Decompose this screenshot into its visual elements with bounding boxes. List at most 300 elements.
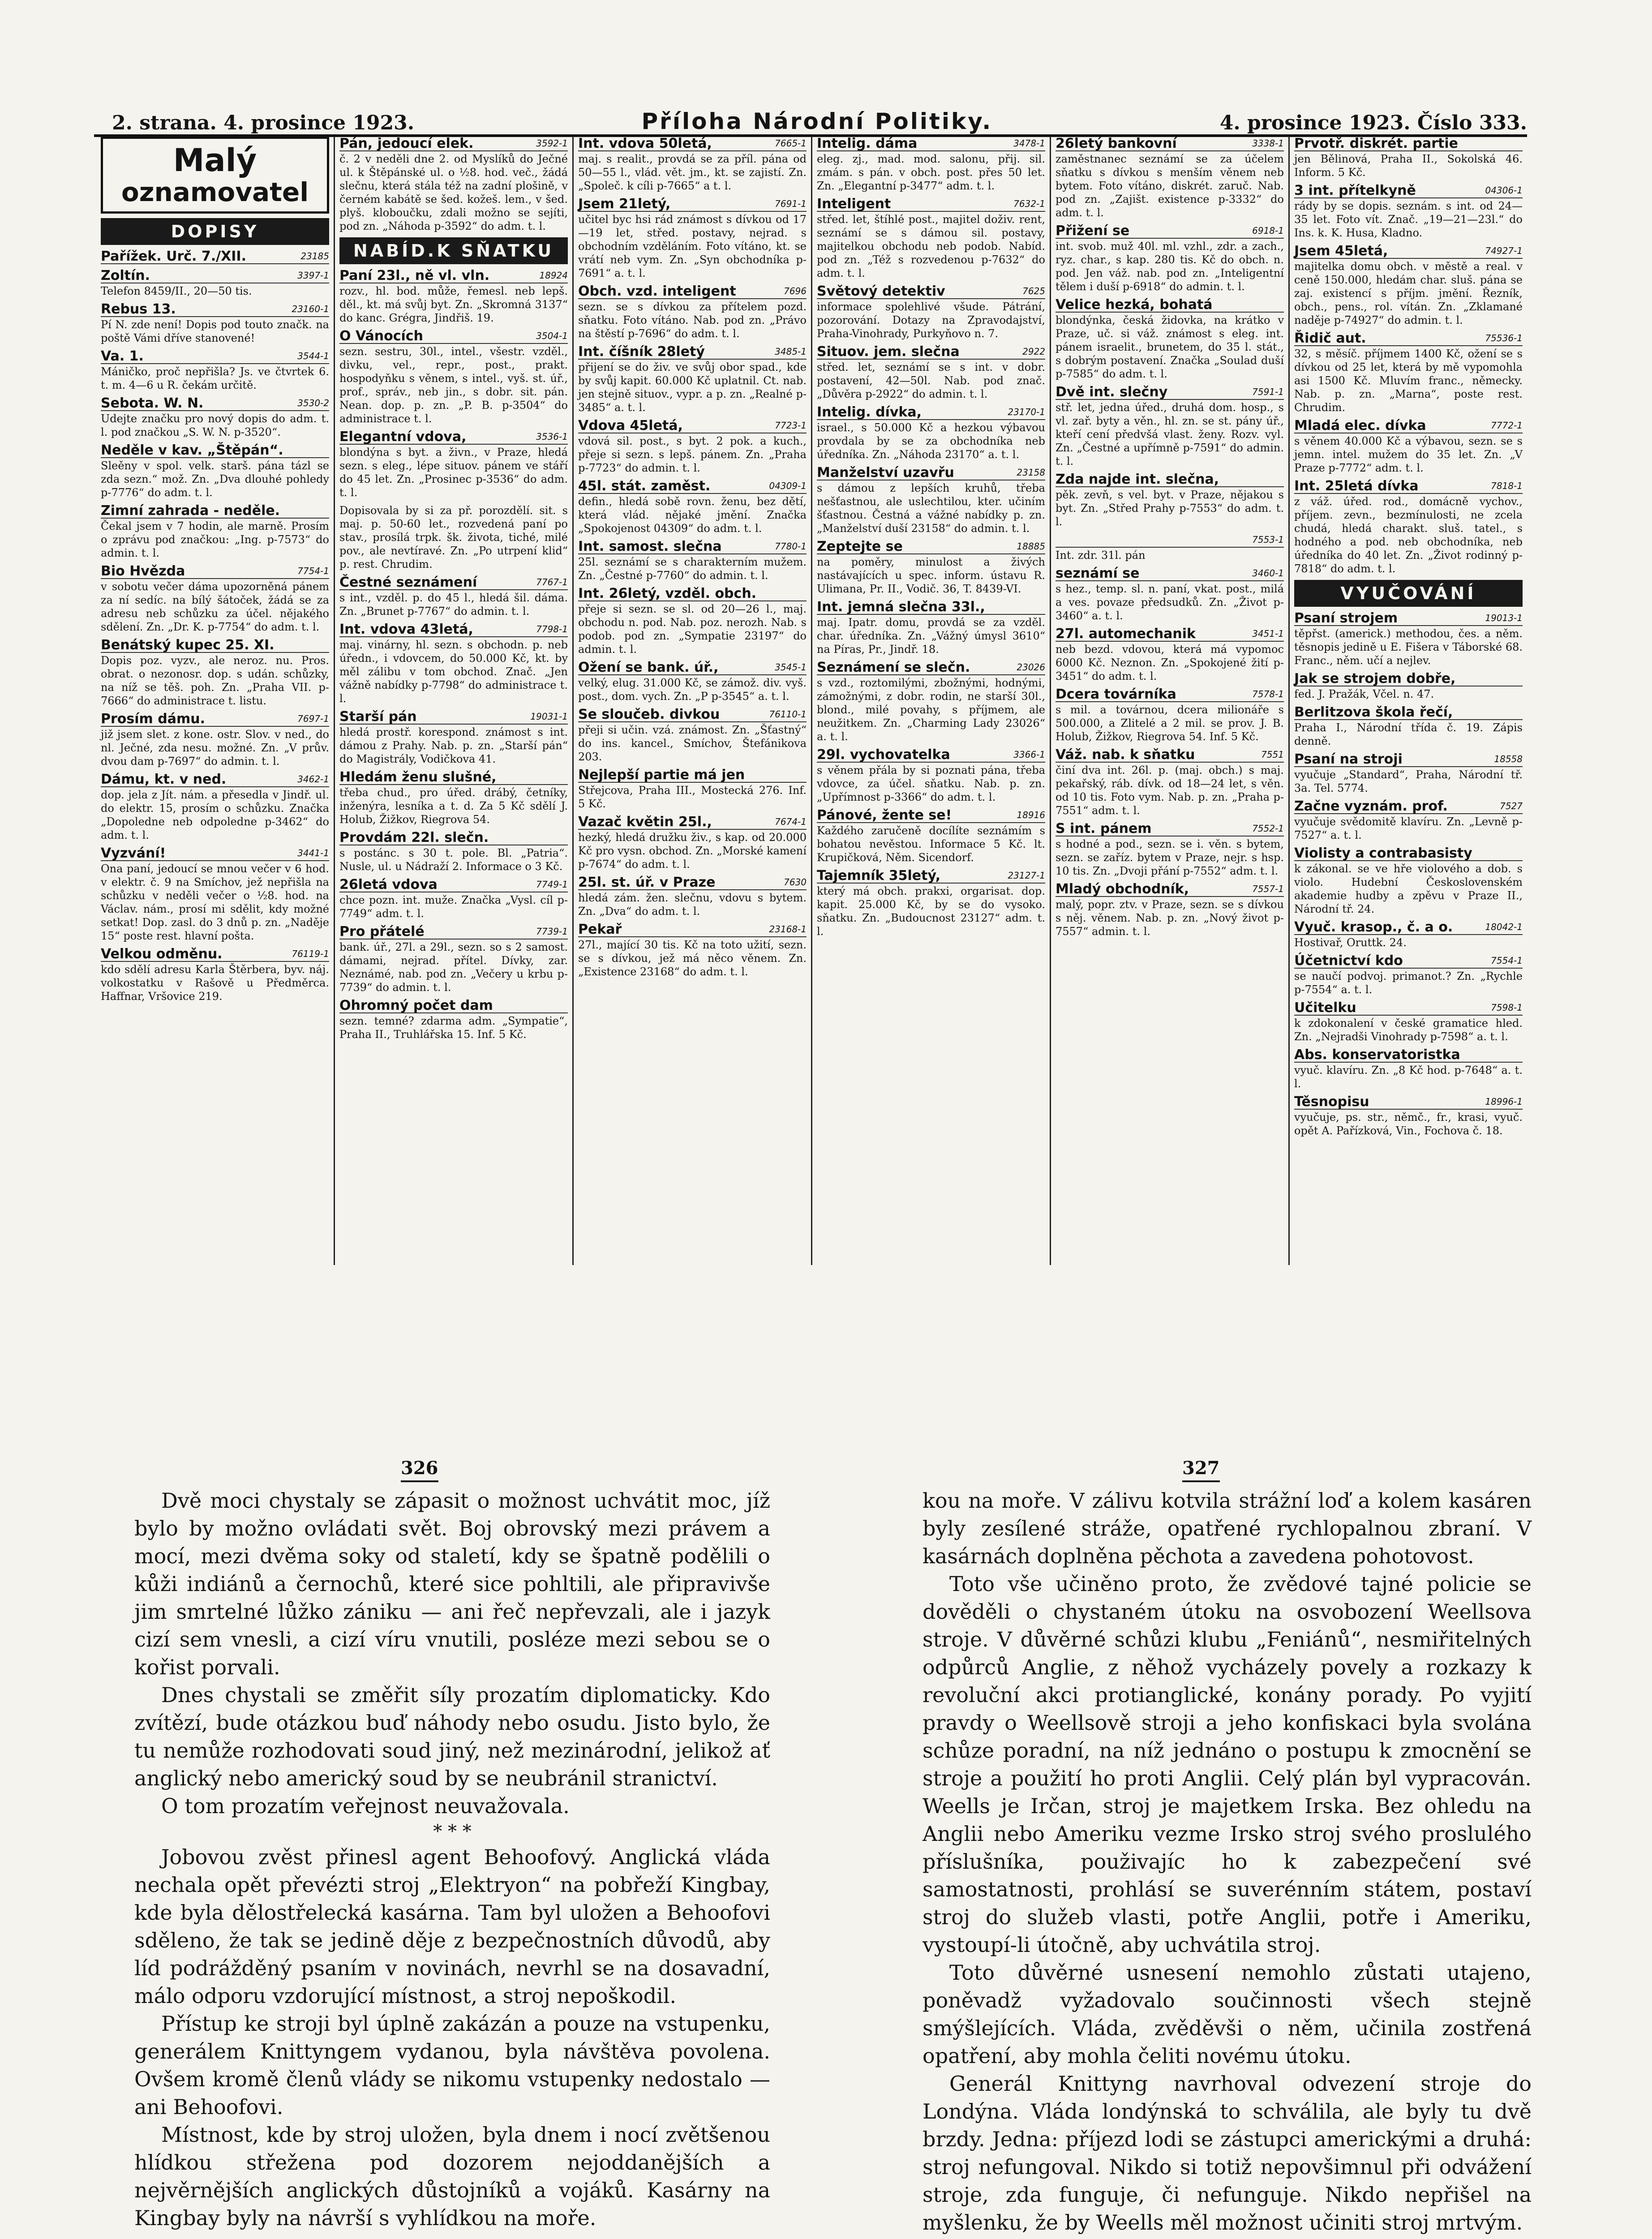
ad-body: informace spolehlivé všude. Pátrání, pozorování. Dotazy na Zpravodajství, Praha-Vinohrady, Purkyňovo n. 7.	[817, 300, 1045, 340]
ad-code: 3451-1	[1252, 628, 1284, 639]
ad-body: malý, popr. ztv. v Praze, sezn. se s dívkou s něj. věnem. Nab. p. zn. „Nový život p-7557“ admin. t. l.	[1056, 898, 1284, 938]
story-paragraph: Generál Knittyng navrhoval odvezení stroje do Londýna. Vláda londýnská to schválila, ale byly tu dvě brzdy. Jedna: příjezd lodi se zástupci americkými a druhá: stroj nefungoval. Nikdo si totiž nepovšimnul při odvážení stroje, zda funguje, či nefunguje. Nikdo nepřišel na myšlenku, že by Weells měl možnost učiniti stroj mrtvým.	[923, 2072, 1532, 2235]
ad-title: Zda najde int. slečna,	[1056, 472, 1219, 487]
ad-headline	[817, 540, 1045, 554]
classified-ad	[101, 396, 329, 439]
classified-column-5	[1051, 137, 1290, 1265]
ad-headline	[101, 846, 329, 861]
ad-body: k zákonal. se ve hře violového a dob. s violo. Hudební Československém akademie hudby a zpěvu v Praze II., Národní tř. 24.	[1294, 862, 1523, 915]
ad-headline	[101, 504, 329, 519]
ad-body: maj. vinárny, hl. sezn. s obchodn. p. neb úředn., i vdovcem, do 50.000 Kč, kt. by měl zálibu v tom obchod. Znač. „Jen vážně nabídky p-7798“ do administrace t. l.	[339, 639, 568, 705]
ad-body: rády by se dopis. seznám. s int. od 24—35 let. Foto vít. Znač. „19—21—23l.“ do Ins. k. K. Husa, Kladno.	[1294, 200, 1523, 239]
classified-ad	[817, 600, 1045, 656]
ad-code: 75536-1	[1485, 333, 1523, 343]
ad-title: Účetnictví kdo	[1294, 953, 1403, 969]
ad-code: 3485-1	[775, 346, 807, 357]
ad-body: Hostivař, Oruttk. 24.	[1294, 936, 1407, 949]
ad-title: Provdám 22l. slečn.	[339, 830, 489, 845]
ad-title: Pánové, žente se!	[817, 807, 952, 823]
ad-title: Velkou odměnu.	[101, 946, 223, 962]
ad-title: Začne vyznám. prof.	[1294, 798, 1448, 814]
ad-code: 7630	[784, 877, 807, 888]
classified-ad	[101, 947, 329, 1003]
ad-body: č. 2 v neděli dne 2. od Myslíků do Ječné ul. k Štěpánské ul. o ½8. hod. več., žádá slečnu, která stála též na zadní plošině, v černém kabátě se šed. kožeš. lem., v šed. plyš. kloboučku, zdali možno se sejíti, pod zn. „Náhoda p-3592“ do adm. t. l.	[339, 153, 568, 232]
classified-ad	[817, 405, 1045, 461]
ad-code: 7723-1	[775, 420, 807, 431]
ad-headline	[578, 197, 807, 212]
classified-ad	[1294, 244, 1523, 327]
ad-body: s hodné a pod., sezn. se i. věn. s bytem, sezn. se zaříz. bytem v Praze, nejr. s hsp. 10 tis. Zn. „Dvoji přání p-7552“ adm. t. l.	[1056, 838, 1284, 877]
classified-ad	[817, 466, 1045, 535]
ad-code: 23026	[1017, 662, 1045, 673]
ad-headline	[101, 638, 329, 653]
ad-title: 45l. stát. zaměst.	[578, 478, 711, 494]
header-center: Příloha Národní Politiky.	[641, 108, 993, 134]
classified-ad	[817, 748, 1045, 804]
ad-title: Ožení se bank. úř.,	[578, 660, 719, 675]
classified-column-4	[812, 137, 1051, 1265]
ad-code: 3544-1	[297, 351, 329, 361]
ad-body: Ona paní, jedoucí se mnou večer v 6 hod. v elektr. č. 9 na Smíchov, jež nepřišla na schůzku v neděli večer o ½8. hod. na Václav. nám., prosí mi sdělit, kdy možné setkat! Dop. zasl. do 3 dnů p. zn. „Naděje 15“ poste rest. hlavní pošta.	[101, 862, 329, 942]
ad-headline	[1056, 748, 1284, 763]
page-number-left: 326	[401, 1458, 438, 1479]
ad-body: již jsem slet. z kone. ostr. Slov. v ned., do nl. Ječné, zda nesu. možné. Zn. „V prův. dvou dam p-7697“ do admin. t. l.	[101, 728, 329, 768]
classified-ad	[578, 419, 807, 475]
classified-ad	[339, 622, 568, 705]
ad-title: Elegantní vdova,	[339, 429, 467, 445]
ad-title: Ohromný počet dam	[339, 998, 493, 1013]
ad-headline	[1294, 672, 1523, 686]
ad-headline	[578, 875, 807, 890]
ad-body: s věnem 40.000 Kč a výbavou, sezn. se s jemn. intel. mužem do 35 let. Zn. „V Praze p-7772“ adm. t. l.	[1294, 435, 1523, 474]
ad-title: Těsnopisu	[1294, 1094, 1369, 1110]
ad-body: neb bezd. vdovou, která má vypomoc 6000 Kč. Neznon. Zn. „Spokojené žití p-3451“ do adm. t. l.	[1056, 643, 1284, 682]
ad-title: seznámí se	[1056, 566, 1140, 581]
ad-headline	[101, 349, 329, 364]
ad-body: těpřst. (americk.) methodou, čes. a něm. těsnopis jedině u E. Fišera v Táborské 68. Franc., něm. učí a nejlev.	[1294, 627, 1523, 667]
ad-title: 27l. automechanik	[1056, 626, 1196, 642]
ad-body: s vzd., roztomilými, zbožnými, hodnými, zámožnými, z dobr. rodin, ne starší 30l., blond., milé povahy, s příjmem, ale neužitkem. Zn. „Charming Lady 23026“ a. t. l.	[817, 677, 1045, 743]
classified-ad	[1294, 846, 1523, 916]
ad-title: Velice hezká, bohatá	[1056, 297, 1213, 313]
ad-code: 74927-1	[1485, 245, 1523, 256]
ad-headline	[1294, 184, 1523, 198]
ad-headline	[339, 430, 568, 445]
classified-ad	[339, 504, 568, 571]
ad-code: 3592-1	[536, 138, 568, 149]
ad-title: Situov. jem. slečna	[817, 344, 960, 360]
section-banner-snatku: NABÍD.K SŇATKU	[339, 237, 568, 264]
ad-body: Střejcova, Praha III., Mostecká 276. Inf. 5 Kč.	[578, 784, 807, 810]
ad-title: Sebota. W. N.	[101, 395, 204, 411]
classified-ad	[817, 345, 1045, 401]
ad-code: 7557-1	[1252, 884, 1284, 894]
ad-body: 25l. seznámí se s charakterním mužem. Zn. „Čestné p-7760“ do admin. t. l.	[578, 556, 807, 582]
ad-headline	[578, 345, 807, 360]
masthead-line1: Malý	[173, 142, 257, 179]
ad-code: 3338-1	[1252, 138, 1284, 149]
ad-code: 7697-1	[297, 713, 329, 724]
ad-headline	[101, 947, 329, 962]
ad-title: Mladá elec. dívka	[1294, 418, 1426, 433]
classified-ad	[1056, 472, 1284, 528]
classified-ad	[1294, 1001, 1523, 1043]
ad-body: maj. Ipatr. domu, provdá se za vzděl. char. úředníka. Zn. „Vážný úmysl 3610“ na Píras, Pr., Jindř. 18.	[817, 616, 1045, 656]
section-banner-vyucovani: VYUČOVÁNÍ	[1294, 580, 1523, 607]
ad-code: 04306-1	[1485, 185, 1523, 196]
ad-title: Intelig. dívka,	[817, 404, 922, 420]
ad-title: Pán, jedoucí elek.	[339, 137, 474, 151]
ad-headline	[1294, 611, 1523, 626]
ad-title: Jsem 45letá,	[1294, 243, 1388, 259]
masthead-line2: oznamovatel	[121, 177, 309, 207]
classified-ad	[578, 815, 807, 871]
ad-code: 7696	[784, 286, 807, 296]
story-paragraph: Dvě moci chystaly se zápasit o možnost uchvátit moc, jíž bylo by možno ovládati svět. Boj obrovský mezi právem a mocí, mezi dvěma soky od staletí, kdy se špatně podělili o kůži indiánů a černochů, které sice pohltili, ale připravivše jim smrtelné lůžko zániku — ani řeč nepřevzali, ale i jazyk cizí sem vnesli, a cizí víru vnutili, posléze mezi sebou se o kořist porvali.	[134, 1488, 770, 1679]
ad-body: přeji si učin. vzá. známost. Zn. „Šťastný“ do ins. kancel., Smíchov, Štefánikova 203.	[578, 724, 807, 763]
ad-headline	[817, 600, 1045, 615]
classified-ad	[339, 269, 568, 325]
ad-list	[578, 137, 807, 978]
ad-title: 3 int. přítelkyně	[1294, 183, 1416, 198]
ad-title: Jsem 21letý,	[578, 196, 671, 212]
ad-title: Pro přátelé	[339, 924, 425, 939]
ad-headline	[339, 137, 568, 151]
classified-column-2	[335, 137, 574, 1265]
ad-title: Rebus 13.	[101, 301, 176, 317]
ad-body: Sleěny v spol. velk. starš. pána tázl se zda sezn.“ mož. Zn. „Dva dlouhé pohledy p-7776“ do adm. t. l.	[101, 459, 329, 499]
ad-body: vyuč. klavíru. Zn. „8 Kč hod. p-7648“ a. t. l.	[1294, 1064, 1523, 1090]
ad-code: 04309-1	[769, 480, 807, 491]
ad-title: Int. vdova 43letá,	[339, 622, 473, 637]
ad-headline	[101, 302, 329, 317]
ad-body: hledá prostř. korespond. známost s int. dámou z Prahy. Nab. p. zn. „Starší pán“ do Magistrály, Vodičkova 41.	[339, 726, 568, 765]
story-paragraph: O tom prozatím veřejnost neuvažovala.	[161, 1794, 570, 1818]
ad-headline	[339, 831, 568, 845]
classified-ad	[101, 443, 329, 499]
classified-ad	[817, 661, 1045, 743]
ad-body: zaměstnanec seznámí se za účelem sňatku s dívkou s menším věnem neb bytem. Foto vítáno, diskrét. zaruč. Nab. pod zn. „Zajišt. existence p-3332“ do adm. t. l.	[1056, 153, 1284, 219]
classified-ad	[101, 846, 329, 943]
ad-headline	[101, 249, 329, 264]
classified-ad	[1056, 224, 1284, 293]
classified-ad	[1294, 920, 1523, 949]
ad-title: Mladý obchodník,	[1056, 881, 1189, 897]
ad-headline	[1294, 705, 1523, 720]
ad-headline	[1294, 1048, 1523, 1063]
ad-title: Jak se strojem dobře,	[1294, 671, 1456, 686]
ad-code: 23158	[1017, 467, 1045, 478]
classified-ad	[578, 479, 807, 535]
ad-title: Obch. vzd. inteligent	[578, 283, 736, 299]
ad-headline	[578, 137, 807, 151]
ad-body: maj. s realit., provdá se za příl. pána od 50—55 l., vlád. vět. jm., kt. se zajistí. Zn. „Společ. k cíli p-7665“ a t. l.	[578, 153, 807, 192]
masthead-logo	[101, 137, 329, 214]
ad-body: blondýna s byt. a živn., v Praze, hledá sezn. s eleg., lépe situov. pánem ve stáří do 45 let. Zn. „Prosinec p-3536“ do adm. t. l.	[339, 446, 568, 499]
ad-title: Benátský kupec 25. XI.	[101, 637, 275, 653]
ad-headline	[817, 748, 1045, 763]
classified-ad	[101, 302, 329, 345]
ad-code: 3545-1	[775, 662, 807, 673]
story-paragraph: Jobovou zvěst přinesl agent Behoofový. Anglická vláda nechala opět převézti stroj „Elektryon“ na pobřeží Kingbay, kde byla dělostřelecká kasárna. Tam byl uložen a Behoofovi sděleno, že tak se jedině děje z bezpečnostních důvodů, aby líd podrážděný psaním v novinách, nevrhl se na dosavadní, málo odporu vzdorující místnost, a stroj nepoškodil.	[134, 1845, 770, 2008]
ad-title: Váž. nab. k sňatku	[1056, 747, 1195, 763]
ad-body: jen Bělinová, Praha II., Sokolská 46. Inform. 5 Kč.	[1294, 153, 1523, 179]
ad-headline	[1294, 1001, 1523, 1016]
ad-headline	[1294, 137, 1523, 151]
ad-code: 7739-1	[536, 926, 568, 937]
ad-headline	[339, 770, 568, 785]
ad-list	[1056, 137, 1284, 938]
ad-headline	[578, 661, 807, 675]
ad-body: chce pozn. int. muže. Značka „Vysl. cíl p-7749“ adm. t. l.	[339, 894, 568, 920]
ad-title: Řidič aut.	[1294, 330, 1366, 346]
ad-title: Vazač květin 25l.,	[578, 814, 712, 830]
ad-body: Dopisovala by si za př. porozdělí. sit. s maj. p. 50-60 let., rozvedená paní po stav., prosílá trpk. šk. života, tiché, milé pov., ale nevtíravé. Zn. „Po utrpení klid“ p. rest. Chrudim.	[339, 504, 568, 570]
classified-ad	[817, 808, 1045, 864]
ad-code: 7674-1	[775, 816, 807, 827]
ad-headline	[578, 768, 807, 783]
ad-body: hledá zám. žen. slečnu, vdovu s bytem. Zn. „Dva“ do adm. t. l.	[578, 892, 807, 918]
ad-code: 18996-1	[1485, 1096, 1523, 1107]
classified-ad	[578, 540, 807, 582]
ad-body: třeba chud., pro úřed. drábý, četníky, inženýra, lesníka a t. d. Za 5 Kč sdělí J. Holub, Žižkov, Riegrova 54.	[339, 786, 568, 826]
ad-title: Zoltín.	[101, 268, 150, 283]
ad-body: s dámou z lepších kruhů, třeba nešťastnou, ale uslechtilou, kter. učiním šťastnou. Čestná a vážné nabídky p. zn. „Manželství duší 23158“ do admin. t. l.	[817, 482, 1045, 535]
ad-body: se naučí podvoj. primanot.? Zn. „Rychle p-7554“ a. t. l.	[1294, 970, 1523, 996]
ad-body: bank. úř., 27l. a 29l., sezn. so s 2 samost. dámami, nejrad. přítel. Dívky, zar. Neznámé, nab. pod zn. „Večery u krbu p-7739“ do admin. t. l.	[339, 941, 568, 994]
ad-code: 7767-1	[536, 577, 568, 588]
ad-title: Manželství uzavřu	[817, 465, 954, 480]
ad-list	[1294, 137, 1523, 1137]
classified-ad	[817, 540, 1045, 596]
ad-code: 2922	[1022, 346, 1045, 357]
classified-ad	[1294, 184, 1523, 240]
ad-title: Pekař	[578, 922, 622, 937]
classified-ad	[578, 345, 807, 414]
ad-headline	[817, 869, 1045, 884]
ad-body: činí dva int. 26l. p. (maj. obch.) s maj. pekařský, ráb. dívk. od 18—24 let, s věn. od 10 tis. Foto vym. Nab. p. zn. „Praha p-7551“ adm. t. l.	[1056, 764, 1284, 817]
ad-headline	[101, 772, 329, 787]
ad-headline	[817, 197, 1045, 212]
ad-title: Berlitzova škola řečí,	[1294, 704, 1453, 720]
classified-ad	[101, 564, 329, 634]
ad-headline	[578, 284, 807, 299]
ad-body: který má obch. prakxi, orgarisat. dop. kapit. 25.000 Kč, by se do vysoko. sňatku. Zn. „Budoucnost 23127“ adm. t. l.	[817, 885, 1045, 938]
ad-code: 3366-1	[1013, 749, 1045, 760]
ad-body: fed. J. Pražák, Včel. n. 47.	[1294, 688, 1434, 700]
ad-title: Tajemník 35letý,	[817, 868, 941, 884]
ad-code: 23170-1	[1008, 407, 1045, 417]
ad-body: Telefon 8459/II., 20—50 tis.	[101, 285, 252, 297]
classified-ad	[339, 878, 568, 920]
classified-ad	[1056, 298, 1284, 381]
ad-title: Int. vdova 50letá,	[578, 137, 712, 151]
ad-headline	[1294, 244, 1523, 259]
classified-ad	[1294, 331, 1523, 414]
classified-ad	[339, 137, 568, 233]
ad-body: střed. let, seznámí se s int. v dobr. postavení, 42—50l. Nab. pod znač. „Důvěra p-2922“ do admin. t. l.	[817, 361, 1045, 400]
classified-ad	[817, 137, 1045, 193]
ad-body: s int., vzděl. p. do 45 l., hledá šil. dáma. Zn. „Brunet p-7767“ do admin. t. l.	[339, 592, 568, 618]
ad-title: Dámu, kt. v ned.	[101, 772, 227, 787]
ad-body: Int. zdr. 31l. pán	[1056, 549, 1146, 562]
ad-title: 26letý bankovní	[1056, 137, 1177, 151]
ad-code: 3397-1	[297, 270, 329, 281]
ad-body: v sobotu večer dáma upozorněná pánem za ní sedíc. na bílý šátoček, žádá se za adresu neb schůzku za účel. nějakého sdělení. Zn. „Dr. K. p-7754“ do adm. t. l.	[101, 580, 329, 633]
ad-title: Hledám ženu slušné,	[339, 769, 497, 785]
ad-body: rozv., hl. bod. může, řemesl. neb lepš. děl., kt. má svůj byt. Zn. „Skromná 3137“ do kanc. Grégra, Jindřiš. 19.	[339, 285, 568, 324]
classified-ad	[578, 661, 807, 703]
header-right: 4. prosince 1923. Číslo 333.	[1219, 112, 1527, 134]
classified-ad	[817, 869, 1045, 938]
ad-title: Prvotř. diskrét. partie	[1294, 137, 1459, 151]
classified-ad	[101, 638, 329, 708]
ad-headline	[1056, 822, 1284, 836]
ad-code: 23160-1	[292, 304, 329, 314]
ad-body: sezn. se s dívkou za přítelem pozd. sňatku. Foto vítáno. Nab. pod zn. „Právo na štěstí p-7696“ do adm. t. l.	[578, 300, 807, 340]
classified-ad	[1056, 687, 1284, 743]
ad-headline	[817, 808, 1045, 823]
ad-body: na poměry, minulost a živých nastávajících u spec. inform. ústavu R. Ulimana, Pr. II., Vodič. 36, T. 8439-VI.	[817, 556, 1045, 595]
classified-ad	[578, 768, 807, 811]
ad-code: 3462-1	[297, 774, 329, 785]
ad-body: stř. let, jedna úřed., druhá dom. hosp., s vl. zař. byty a věn., hl. zn. se st. pány úř., kteří cení předvšá vlast. ženy. Rozv. vyl. Zn. „Čestné a upřímně p-7591“ do admin. t. l.	[1056, 401, 1284, 468]
ad-body: kdo sdělí adresu Karla Štěrbera, byv. náj. volkostatku v Rašově u Předměrca. Haffnar, Vršovice 219.	[101, 963, 329, 1003]
ad-title: 29l. vychovatelka	[817, 747, 950, 763]
ad-list	[101, 249, 329, 1003]
ad-code: 76119-1	[292, 948, 329, 959]
ad-headline	[339, 999, 568, 1013]
ad-body: s mil. a továrnou, dcera milionáře s 500.000, a Zlitelé a 2 mil. se prov. J. B. Holub, Žižkov, Riegrova 54. Inf. 5 Kč.	[1056, 703, 1284, 743]
ad-title: Neděle v kav. „Štěpán“.	[101, 442, 283, 458]
ad-code: 7553-1	[1252, 534, 1284, 545]
classified-ad	[578, 284, 807, 340]
classified-ad	[578, 922, 807, 978]
classified-ad	[578, 587, 807, 656]
ad-headline	[578, 708, 807, 722]
ad-headline	[1056, 298, 1284, 313]
ad-headline	[339, 329, 568, 344]
classified-ad	[339, 925, 568, 994]
classified-ad	[339, 710, 568, 766]
story-paragraph: kou na moře. V zálivu kotvila strážní loď a kolem kasáren byly zesílené stráže, opatřené rychlopalnou zbraní. V kasárnách doplněna pěchota a zavedena pohotovost.	[923, 1488, 1532, 1568]
classified-ad	[101, 712, 329, 768]
ad-title: Int. samost. slečna	[578, 539, 722, 554]
classified-section	[96, 137, 1527, 1265]
ad-title: Nejlepší partie má jen	[578, 767, 745, 783]
story-paragraph: Přístup ke stroji byl úplně zakázán a pouze na vstupenku, generálem Knittyngem vydanou, byla návštěva povolena. Ovšem kromě členů vlády se nikomu vstupenky nedostalo — ani Behoofovi.	[134, 2012, 770, 2119]
ad-title: Inteligent	[817, 196, 891, 212]
ad-title: Intelig. dáma	[817, 137, 918, 151]
classified-ad	[578, 875, 807, 918]
ad-headline	[578, 419, 807, 433]
ad-body: pěk. zevň, s vel. byt. v Praze, nějakou s byt. Zn. „Střed Prahy p-7553“ do adm. t. l.	[1056, 489, 1284, 528]
ad-headline	[339, 878, 568, 892]
ad-title: Int. 26letý, vzděl. obch.	[578, 586, 757, 601]
classified-ad	[1294, 479, 1523, 575]
ad-body: Pí N. zde není! Dopis pod touto značk. na poště Vámi dříve stanovené!	[101, 318, 329, 344]
ad-headline	[339, 925, 568, 939]
classified-ad	[101, 269, 329, 298]
ad-headline	[339, 622, 568, 637]
ad-title: Psaní strojem	[1294, 610, 1398, 626]
ad-body: Čekal jsem v 7 hodin, ale marně. Prosím o zprávu pod značkou: „Ing. p-7573“ do admin. t. l.	[101, 520, 329, 559]
ad-headline	[1294, 799, 1523, 814]
ad-title: Dvě int. slečny	[1056, 384, 1168, 400]
section-banner-dopisy: DOPISY	[101, 218, 329, 245]
ad-headline	[339, 710, 568, 725]
ad-code: 19013-1	[1485, 613, 1523, 623]
ad-body: velký, elug. 31.000 Kč, se zámož. div. vyš. post., dom. vych. Zn. „P p-3545“ a. t. l.	[578, 677, 807, 703]
ad-body: sezn. sestru, 30l., intel., všestr. vzděl., divku, vel., repr., post., prakt. hospodyňku s věnem, s intel., vyš. st. úř., prof., správ., neb jin., s dobr. sit. pán. Nean. dop. p. zn. „P. B. p-3504“ do administrace t. l.	[339, 345, 568, 425]
ad-headline	[1294, 954, 1523, 969]
header-left: 2. strana. 4. prosince 1923.	[112, 112, 415, 134]
ad-title: 26letá vdova	[339, 877, 438, 892]
ad-headline	[1294, 846, 1523, 861]
ad-title: Int. číšník 28letý	[578, 344, 705, 360]
ad-title: Zeptejte se	[817, 539, 903, 554]
ad-code: 23168-1	[769, 924, 807, 935]
ad-title: S int. pánem	[1056, 821, 1152, 836]
ad-body: s hez., temp. sl. n. paní, vkat. post., milá a ves. povaze předsudků. Zn. „Život p-3460“ a. t. l.	[1056, 583, 1284, 622]
ad-code: 7818-1	[1491, 480, 1523, 491]
ad-title: Vyzvání!	[101, 845, 166, 861]
ad-headline	[1056, 385, 1284, 400]
story-paragraph: Toto důvěrné usnesení nemohlo zůstati utajeno, poněvadž vyžadovalo součinnosti všech stejně smýšlejících. Vláda, zvěděvši o něm, učinila zostřená opatření, aby mohla čeliti novému útoku.	[923, 1960, 1532, 2068]
ad-headline	[578, 479, 807, 494]
ad-headline	[1294, 479, 1523, 494]
ad-code: 3478-1	[1013, 138, 1045, 149]
ad-body: israel., s 50.000 Kč a hezkou výbavou provdala by se za obchodníka neb úředníka. Zn. „Náhoda 23170“ a. t. l.	[817, 421, 1045, 461]
ad-body: hezký, hledá družku živ., s kap. od 20.000 Kč pro vysn. obchod. Zn. „Morské kamení p-7674“ do adm. t. l.	[578, 831, 807, 871]
classified-ad	[578, 197, 807, 280]
ad-code: 7754-1	[297, 566, 329, 576]
ad-code: 7632-1	[1013, 198, 1045, 209]
classified-ad	[1294, 799, 1523, 842]
ad-code: 7665-1	[775, 138, 807, 149]
ad-body: sezn. temné? zdarma adm. „Sympatie“, Praha II., Truhlářska 15. Inf. 5 Kč.	[339, 1015, 568, 1041]
ad-title: Přižení se	[1056, 223, 1130, 239]
ad-body: přeje si sezn. se sl. od 20—26 l., maj. obchodu n. pod. Nab. poz. nerozh. Nab. s podob. pod zn. „Sympatie 23197“ do admin. t. l.	[578, 603, 807, 656]
ad-title: Světový detektiv	[817, 283, 945, 299]
ad-body: Každého zaručeně docílíte seznámím s bohatou nevěstou. Informace 5 Kč. lt. Krupičková, Něm. Sicendorf.	[817, 824, 1045, 864]
classified-ad	[101, 772, 329, 842]
ad-code: 23127-1	[1008, 870, 1045, 881]
ad-title: Bio Hvězda	[101, 563, 185, 579]
ad-headline	[578, 587, 807, 601]
classified-ad	[339, 999, 568, 1041]
ad-code: 23185	[300, 251, 329, 262]
classified-ad	[1056, 748, 1284, 817]
ad-headline	[101, 396, 329, 411]
ad-title: Prosím dámu.	[101, 711, 205, 727]
ad-headline	[339, 575, 568, 590]
story-paragraph: Dnes chystali se změřit síly prozatím diplomaticky. Kdo zvítězí, bude otázkou buď náhody nebo osudu. Jisto bylo, že tu nemůže rozhodovati soud jiný, než mezinárodní, jelikož ať anglický nebo americký soud by se neubránil stranictví.	[134, 1683, 770, 1790]
classified-ad	[339, 575, 568, 618]
ad-headline	[817, 405, 1045, 420]
ad-code: 18885	[1017, 541, 1045, 552]
ad-title: O Vánocích	[339, 328, 423, 344]
ad-headline	[1056, 533, 1284, 548]
ad-headline	[1294, 1095, 1523, 1110]
classified-column-3	[574, 137, 812, 1265]
ad-title: Abs. konservatoristka	[1294, 1047, 1460, 1063]
classified-ad	[1056, 533, 1284, 562]
ad-headline	[1056, 882, 1284, 897]
ad-body: vyučuje „Standard“, Praha, Národní tř. 3a. Tel. 5774.	[1294, 768, 1523, 794]
ad-title: Violisty a contrabasisty	[1294, 845, 1472, 861]
ad-headline	[1056, 472, 1284, 487]
